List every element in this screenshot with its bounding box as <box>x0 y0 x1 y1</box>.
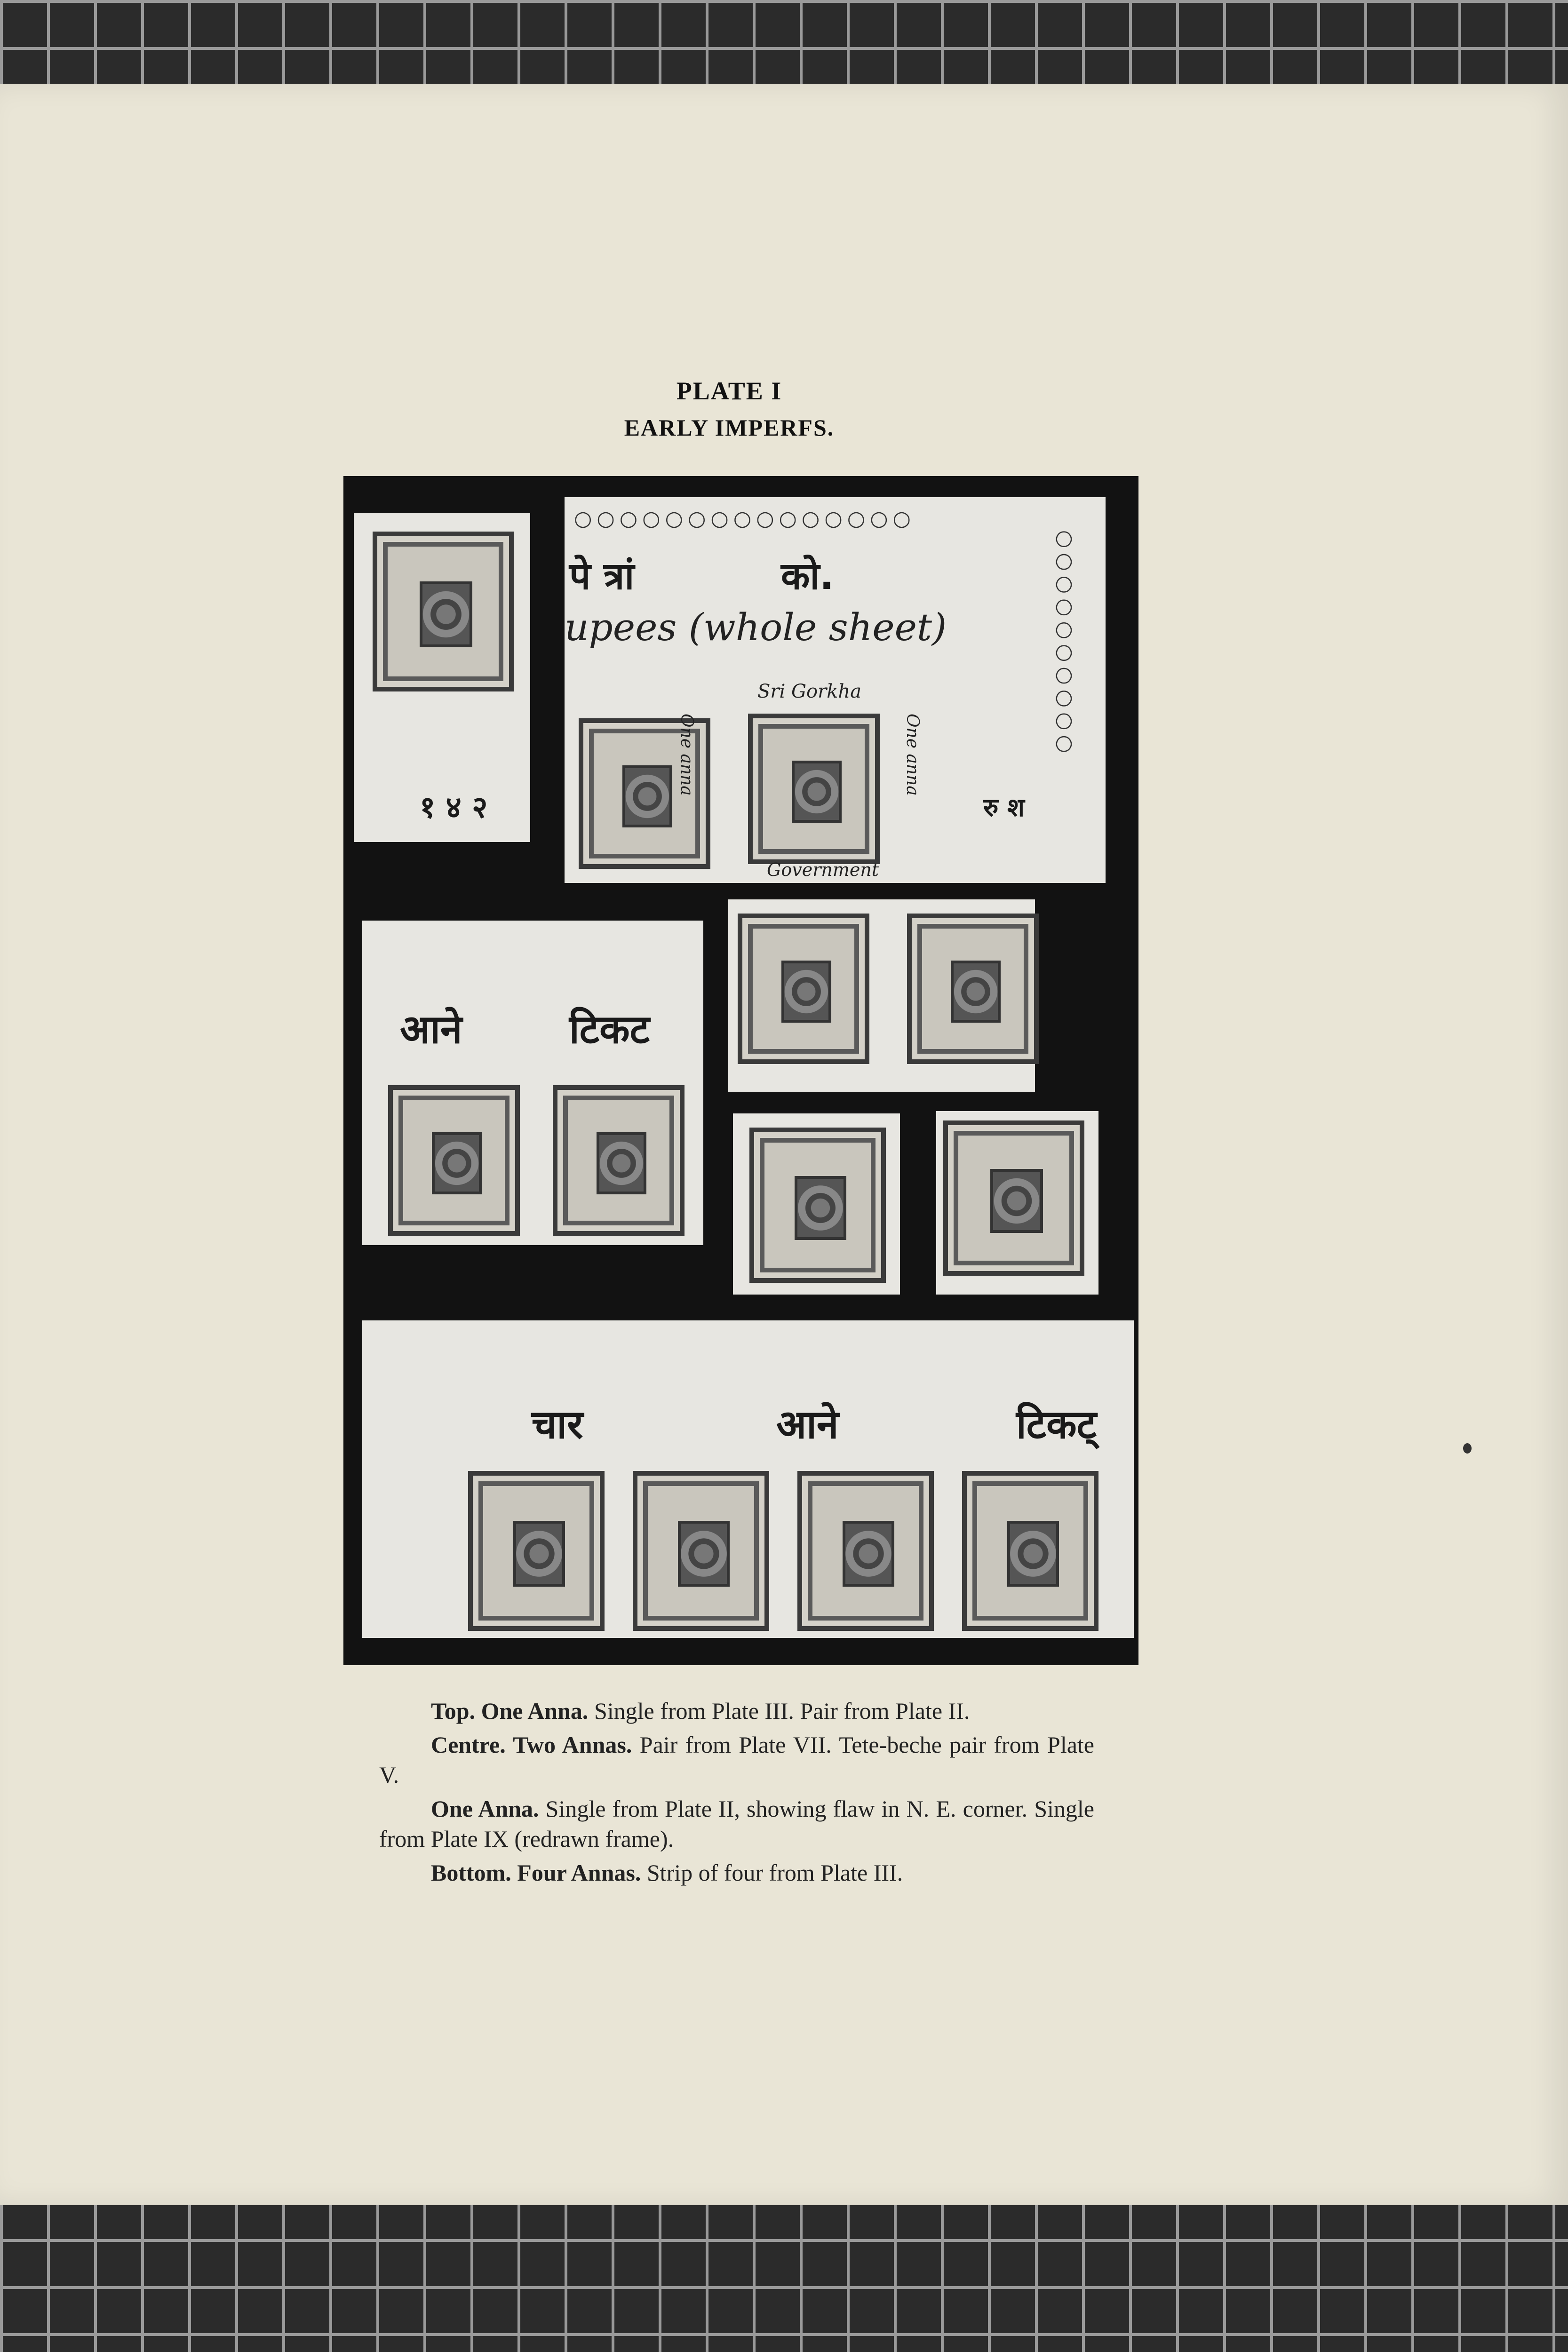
caption-top-text: Single from Plate III. Pair from Plate II. <box>588 1698 970 1724</box>
handwritten-one-anna: One anna <box>677 714 696 796</box>
sheet-fragment-panel <box>565 497 1106 883</box>
stamp <box>797 1471 934 1631</box>
sheet-devanagari-left: पे त्रां <box>569 554 635 598</box>
plate-ii-single-panel <box>733 1113 900 1295</box>
stamp <box>907 914 1039 1064</box>
caption-centre-text: Pair from Plate VII. Tete-beche pair from Plate V. <box>379 1732 1094 1788</box>
caption-one-anna-label: One Anna. <box>431 1796 539 1822</box>
pair-heading-left: आने <box>400 1006 462 1052</box>
plate-title: PLATE I <box>676 377 782 405</box>
stamp <box>388 1085 520 1236</box>
stamp <box>943 1120 1084 1276</box>
stamp <box>373 532 514 691</box>
stamp <box>553 1085 685 1236</box>
stamp-photograph <box>343 476 1138 1665</box>
stamp <box>962 1471 1098 1631</box>
rosette-border-right: ○○○○○○○○○○ <box>1053 530 1077 758</box>
caption-centre-label: Centre. Two Annas. <box>431 1732 632 1758</box>
caption-top <box>379 1696 1094 1726</box>
paper-speck <box>1463 1443 1472 1454</box>
pair-heading-right: टिकट <box>569 1006 650 1052</box>
sheet-devanagari-right: को. <box>781 554 834 598</box>
handwritten-note: upees (whole sheet) <box>565 605 947 649</box>
handwritten-government: Government <box>767 859 879 880</box>
background-grid-bottom <box>0 2192 1568 2352</box>
stamp <box>468 1471 605 1631</box>
plate-caption <box>379 1696 1094 1888</box>
caption-bottom-label: Bottom. Four Annas. <box>431 1859 641 1886</box>
handwritten-sri-gorkha: Sri Gorkha <box>757 681 862 702</box>
background-grid-top <box>0 0 1568 94</box>
stamp <box>749 1128 886 1283</box>
rosette-border: ○○○○○○○○○○○○○○○ <box>574 507 915 531</box>
caption-bottom-text: Strip of four from Plate III. <box>641 1859 903 1886</box>
sheet-margin-glyph: रु श <box>983 793 1025 822</box>
strip-heading-left: चार <box>532 1401 583 1447</box>
caption-centre <box>379 1730 1094 1790</box>
caption-top-label: Top. One Anna. <box>431 1698 589 1724</box>
stamp <box>748 714 880 864</box>
stamp <box>633 1471 769 1631</box>
strip-heading-middle: आने <box>776 1401 839 1447</box>
plate-subtitle: EARLY IMPERFS. <box>624 414 835 441</box>
caption-one-anna-text: Single from Plate II, showing flaw in N. E. corner. Single from Plate IX (redrawn frame). <box>379 1796 1094 1852</box>
sheet-numerals: १ ४ २ <box>420 790 488 825</box>
caption-bottom <box>379 1858 1094 1888</box>
strip-heading-right: टिकट् <box>1016 1401 1097 1447</box>
caption-one-anna <box>379 1794 1094 1854</box>
handwritten-one-anna-right: One anna <box>903 714 922 796</box>
four-annas-strip-panel <box>362 1320 1134 1638</box>
single-stamp-panel <box>354 513 530 842</box>
plate-ix-single-panel <box>936 1111 1098 1295</box>
two-annas-pair-panel <box>362 921 703 1245</box>
tete-beche-pair-panel <box>728 899 1035 1092</box>
stamp <box>738 914 869 1064</box>
